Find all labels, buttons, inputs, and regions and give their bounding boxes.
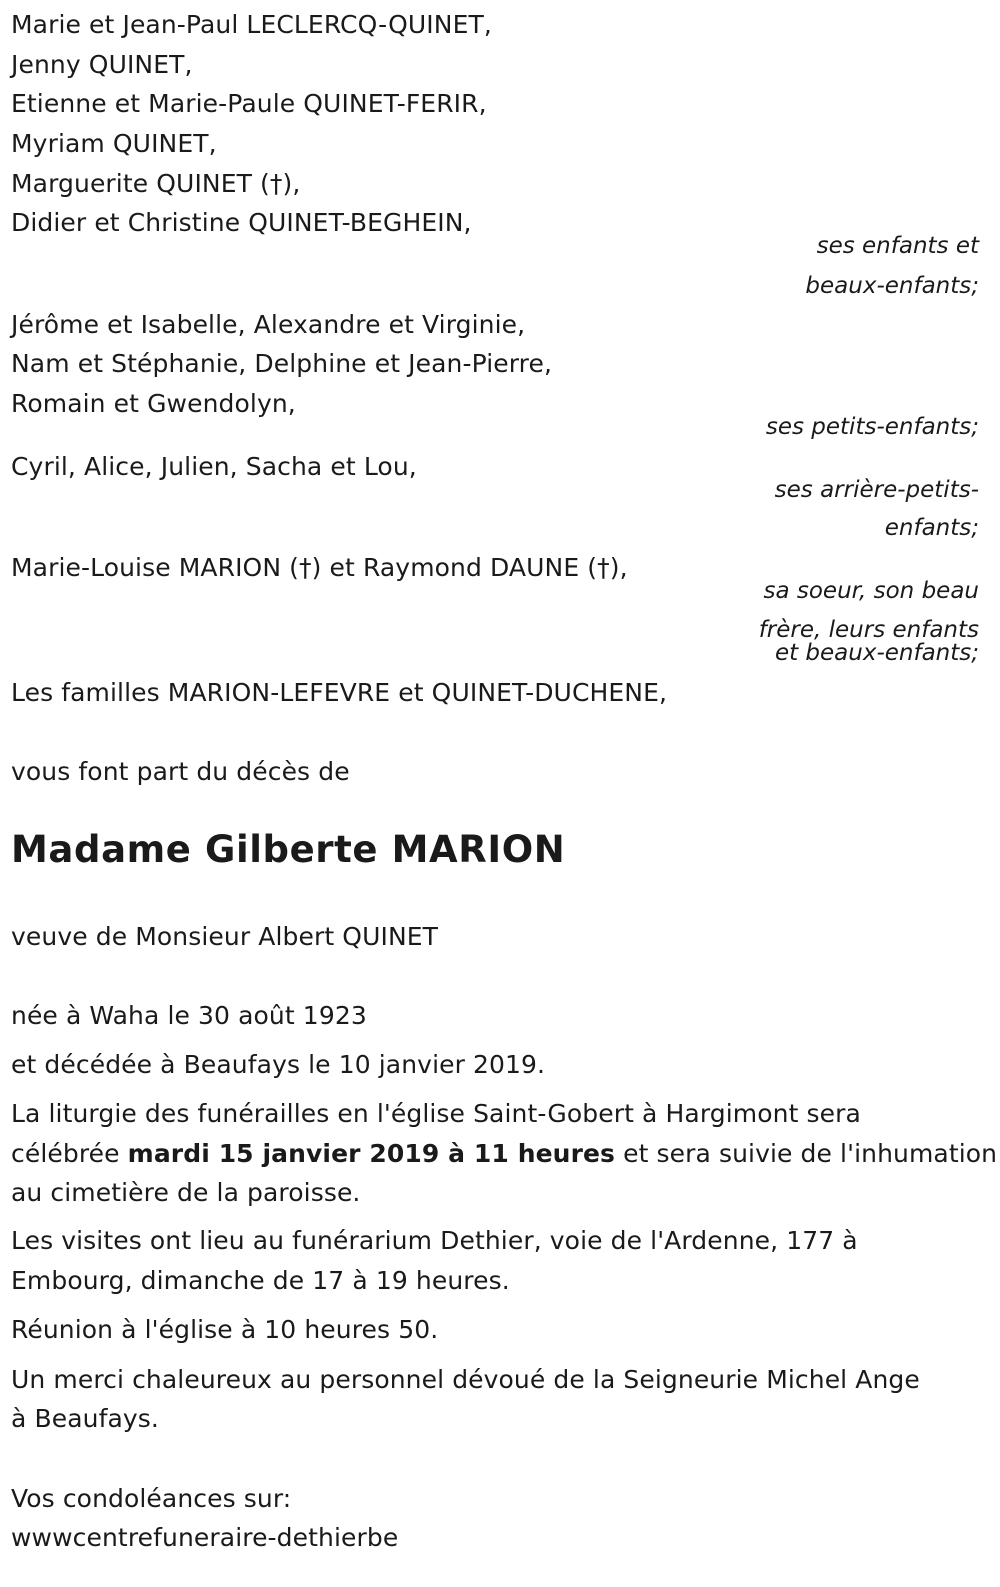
role-sister-2: frère, leurs enfants	[758, 617, 979, 643]
liturgy-line-1: La liturgie des funérailles en l'église Saint-Gobert à Hargimont sera	[11, 1099, 861, 1128]
family-line-children-5: Marguerite QUINET (†),	[11, 169, 301, 198]
liturgy-suffix: et sera suivie de l'inhumation	[623, 1139, 998, 1168]
family-line-children-4: Myriam QUINET,	[11, 129, 217, 158]
role-sister-1: sa soeur, son beau	[763, 578, 979, 604]
family-line-grandchildren-2: Nam et Stéphanie, Delphine et Jean-Pierre,	[11, 349, 553, 378]
liturgy-line-2	[11, 1139, 997, 1169]
family-line-great-grandchildren: Cyril, Alice, Julien, Sacha et Lou,	[11, 452, 417, 481]
condolences-website: wwwcentrefuneraire-dethierbe	[11, 1523, 399, 1552]
condolences-label: Vos condoléances sur:	[11, 1484, 292, 1513]
family-line-sister: Marie-Louise MARION (†) et Raymond DAUNE (†),	[11, 553, 628, 582]
thanks-line-2: à Beaufays.	[11, 1404, 159, 1433]
announcement-text: vous font part du décès de	[11, 757, 350, 786]
family-line-children-1: Marie et Jean-Paul LECLERCQ-QUINET,	[11, 10, 492, 39]
family-line-grandchildren-1: Jérôme et Isabelle, Alexandre et Virginie,	[11, 310, 526, 339]
family-line-children-6: Didier et Christine QUINET-BEGHEIN,	[11, 208, 472, 237]
family-line-children-2: Jenny QUINET,	[11, 50, 193, 79]
role-children-1: ses enfants et	[816, 233, 979, 259]
meeting-text: Réunion à l'église à 10 heures 50.	[11, 1315, 439, 1344]
death-text: et décédée à Beaufays le 10 janvier 2019.	[11, 1050, 546, 1079]
visits-line-1: Les visites ont lieu au funérarium Dethier, voie de l'Ardenne, 177 à	[11, 1226, 858, 1255]
role-children-2: beaux-enfants;	[805, 273, 979, 299]
role-grandchildren: ses petits-enfants;	[765, 414, 979, 440]
liturgy-prefix: célébrée	[11, 1139, 120, 1168]
birth-text: née à Waha le 30 août 1923	[11, 1001, 367, 1030]
liturgy-line-3: au cimetière de la paroisse.	[11, 1178, 361, 1207]
family-line-families: Les familles MARION-LEFEVRE et QUINET-DUCHENE,	[11, 678, 668, 707]
role-great-grandchildren-1: ses arrière-petits-	[774, 477, 979, 503]
thanks-line-1: Un merci chaleureux au personnel dévoué de la Seigneurie Michel Ange	[11, 1365, 920, 1394]
role-great-grandchildren-2: enfants;	[884, 515, 979, 541]
visits-line-2: Embourg, dimanche de 17 à 19 heures.	[11, 1266, 510, 1295]
family-line-children-3: Etienne et Marie-Paule QUINET-FERIR,	[11, 89, 487, 118]
liturgy-date-time: mardi 15 janvier 2019 à 11 heures	[127, 1139, 616, 1168]
deceased-name: Madame Gilberte MARION	[11, 828, 566, 871]
role-sister-3: et beaux-enfants;	[774, 640, 979, 666]
family-line-grandchildren-3: Romain et Gwendolyn,	[11, 389, 296, 418]
widow-of-text: veuve de Monsieur Albert QUINET	[11, 922, 439, 951]
